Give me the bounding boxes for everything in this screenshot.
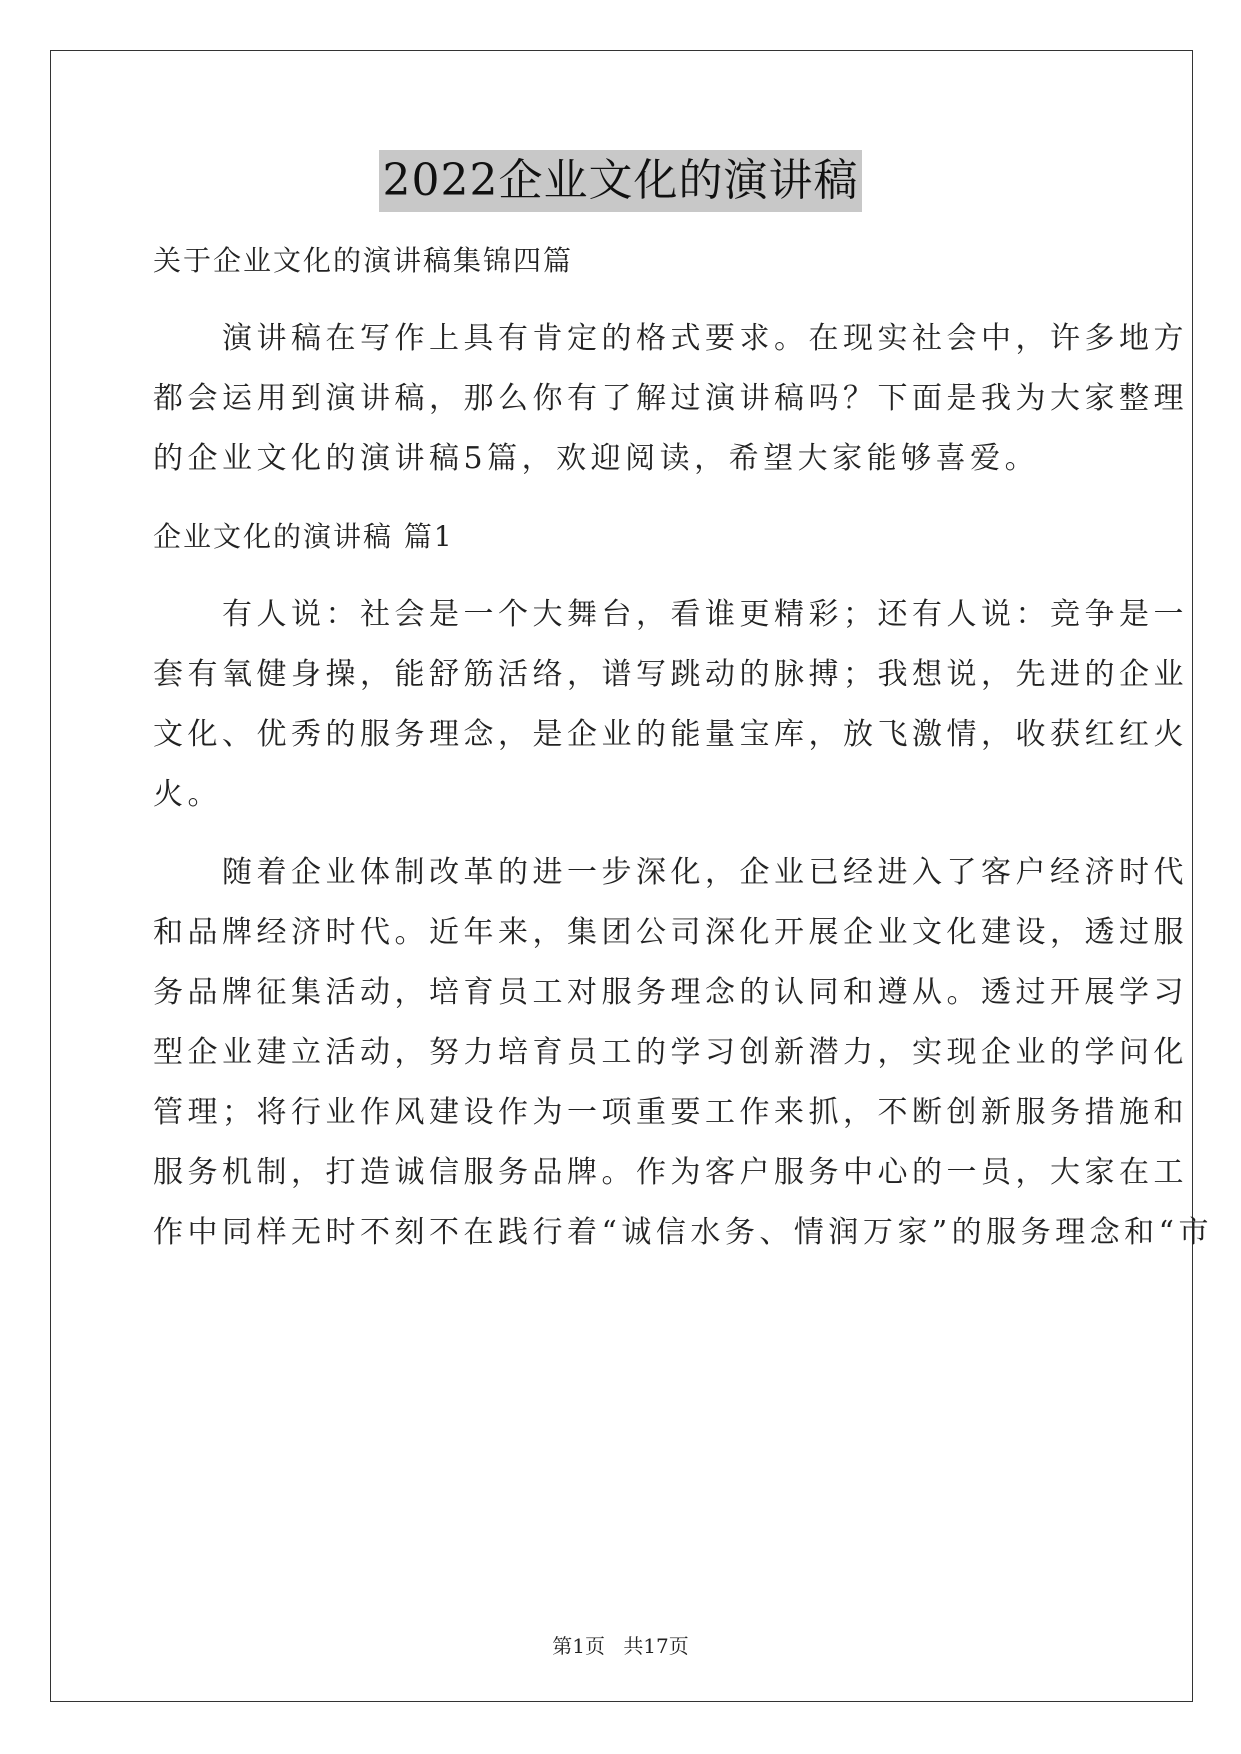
section-heading: 企业文化的演讲稿 篇1 [153, 520, 454, 553]
paragraph-line: 型企业建立活动，努力培育员工的学习创新潜力，实现企业的学问化 [153, 1035, 1188, 1070]
paragraph-line: 作中同样无时不刻不在践行着“诚信水务、情润万家”的服务理念和“市 [153, 1215, 1214, 1250]
title-container [0, 150, 1241, 212]
document-title: 2022企业文化的演讲稿 [379, 150, 863, 212]
paragraph-line: 管理；将行业作风建设作为一项重要工作来抓，不断创新服务措施和 [153, 1095, 1188, 1130]
page-footer [0, 1630, 1241, 1659]
paragraph-line: 随着企业体制改革的进一步深化，企业已经进入了客户经济时代 [153, 855, 1188, 890]
section-paragraph [153, 843, 1214, 1263]
paragraph-line: 火。 [153, 777, 222, 812]
page-total: 共17页 [623, 1634, 689, 1658]
paragraph-line: 套有氧健身操，能舒筋活络，谱写跳动的脉搏；我想说，先进的企业 [153, 657, 1188, 692]
document-body [153, 231, 1214, 1263]
page-number: 第1页 [552, 1634, 605, 1658]
paragraph-line: 服务机制，打造诚信服务品牌。作为客户服务中心的一员，大家在工 [153, 1155, 1188, 1190]
paragraph-line: 有人说：社会是一个大舞台，看谁更精彩；还有人说：竞争是一 [153, 597, 1188, 632]
section-paragraph [153, 585, 1188, 825]
paragraph-line: 和品牌经济时代。近年来，集团公司深化开展企业文化建设，透过服 [153, 915, 1188, 950]
paragraph-line: 演讲稿在写作上具有肯定的格式要求。在现实社会中，许多地方 [153, 321, 1188, 356]
intro-paragraph [153, 309, 1188, 489]
subtitle: 关于企业文化的演讲稿集锦四篇 [153, 244, 574, 277]
paragraph-line: 的企业文化的演讲稿5篇，欢迎阅读，希望大家能够喜爱。 [153, 441, 1040, 476]
paragraph-line: 文化、优秀的服务理念，是企业的能量宝库，放飞激情，收获红红火 [153, 717, 1188, 752]
paragraph-line: 务品牌征集活动，培育员工对服务理念的认同和遵从。透过开展学习 [153, 975, 1188, 1010]
paragraph-line: 都会运用到演讲稿，那么你有了解过演讲稿吗？下面是我为大家整理 [153, 381, 1188, 416]
